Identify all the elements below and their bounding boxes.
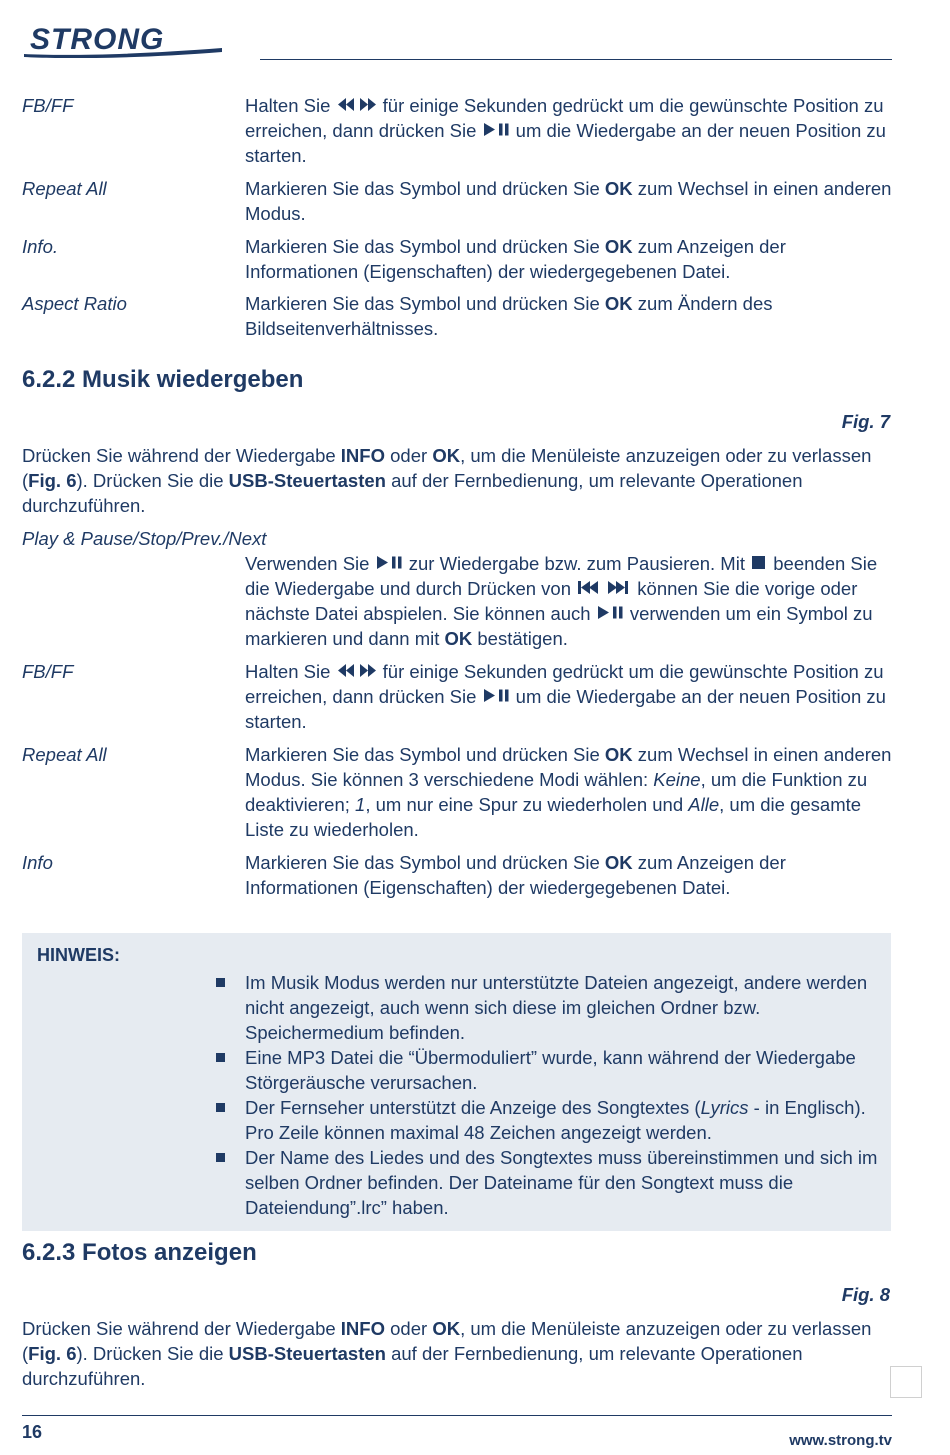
- note-list: [214, 970, 884, 1220]
- control-desc: [245, 93, 895, 168]
- figure-label: Fig. 7: [841, 411, 890, 432]
- text-run: Halten Sie: [245, 95, 336, 116]
- text-run: Der Fernseher unterstützt die Anzeige des Songtextes (: [245, 1097, 701, 1118]
- emphasis-text: OK: [604, 236, 633, 257]
- control-desc: [245, 291, 895, 341]
- emphasis-text: INFO: [340, 1318, 385, 1339]
- text-run: Halten Sie: [245, 661, 336, 682]
- text-run: Markieren Sie das Symbol und drücken Sie: [245, 236, 605, 257]
- section-heading-music: 6.2.2 Musik wiedergeben: [22, 366, 304, 393]
- note-title: HINWEIS:: [37, 945, 120, 965]
- emphasis-text: OK: [604, 744, 633, 765]
- emphasis-text: OK: [604, 852, 633, 873]
- control-desc: [245, 234, 895, 284]
- bullet-square-icon: [216, 1153, 225, 1162]
- italic-text: Alle: [688, 794, 720, 815]
- bullet-square-icon: [216, 978, 225, 987]
- bullet-square-icon: [216, 1103, 225, 1112]
- text-run: ). Drücken Sie die: [76, 1343, 229, 1364]
- text-run: Markieren Sie das Symbol und drücken Sie: [245, 178, 605, 199]
- photo-intro: [22, 1316, 892, 1391]
- control-desc: [245, 742, 895, 842]
- text-run: oder: [385, 445, 433, 466]
- emphasis-text: OK: [604, 293, 633, 314]
- text-run: Markieren Sie das Symbol und drücken Sie: [245, 852, 605, 873]
- text-run: für einige Sekunden gedrückt um die gewünschte Position zu erreichen, dann drücken Sie: [245, 661, 884, 707]
- emphasis-text: OK: [444, 628, 473, 649]
- emphasis-text: USB-Steuertasten: [228, 470, 386, 491]
- emphasis-text: OK: [432, 1318, 461, 1339]
- text-run: zum Anzeigen der Informationen (Eigenschaften) der wiedergegebenen Datei.: [245, 236, 786, 282]
- header-rule: [260, 59, 892, 60]
- text-run: um die Wiedergabe an der neuen Position zu starten.: [245, 686, 886, 732]
- text-run: , um die Menüleiste anzuzeigen oder zu verlassen (: [22, 445, 872, 491]
- note-item: [214, 970, 884, 1045]
- text-run: , um die Funktion zu deaktivieren;: [245, 769, 868, 815]
- text-run: auf der Fernbedienung, um relevante Operationen durchzuführen.: [22, 1343, 803, 1389]
- text-run: zum Wechsel in einen anderen Modus. Sie können 3 verschiedene Modi wählen:: [245, 744, 892, 790]
- emphasis-text: Fig. 6: [28, 470, 77, 491]
- text-run: Drücken Sie während der Wiedergabe: [22, 445, 341, 466]
- control-term: Repeat All: [22, 178, 107, 199]
- text-run: zum Anzeigen der Informationen (Eigenschaften) der wiedergegebenen Datei.: [245, 852, 786, 898]
- italic-text: 1: [355, 794, 366, 815]
- control-term: FB/FF: [22, 95, 74, 116]
- text-run: Der Name des Liedes und des Songtextes muss übereinstimmen und sich im selben Ordner befinden. Der Dateiname für den Songtext muss die Dateiendung”.lrc” haben.: [245, 1147, 878, 1218]
- website-link[interactable]: www.strong.tv: [789, 1432, 892, 1449]
- rewind-forward-icon: [337, 663, 377, 678]
- section-heading-photos: 6.2.3 Fotos anzeigen: [22, 1239, 257, 1266]
- control-desc: [245, 659, 895, 734]
- text-run: Im Musik Modus werden nur unterstützte Dateien angezeigt, andere werden nicht angezeigt, auch wenn sich diese im gleichen Ordner bzw. Speichermedium befinden.: [245, 972, 868, 1043]
- text-run: , um nur eine Spur zu wiederholen und: [365, 794, 689, 815]
- text-run: Markieren Sie das Symbol und drücken Sie: [245, 744, 605, 765]
- text-run: können Sie die vorige oder nächste Datei abspielen. Sie können auch: [245, 578, 858, 624]
- text-run: für einige Sekunden gedrückt um die gewünschte Position zu erreichen, dann drücken Sie: [245, 95, 884, 141]
- emphasis-text: OK: [432, 445, 461, 466]
- control-desc: [245, 551, 895, 651]
- svg-text:STRONG: STRONG: [30, 23, 165, 56]
- text-run: zum Ändern des Bildseitenverhältnisses.: [245, 293, 773, 339]
- emphasis-text: USB-Steuertasten: [228, 1343, 386, 1364]
- italic-text: Keine: [653, 769, 701, 790]
- note-item: [214, 1095, 884, 1145]
- text-run: , um die Menüleiste anzuzeigen oder zu verlassen (: [22, 1318, 872, 1364]
- control-term: Play & Pause/Stop/Prev./Next: [22, 528, 267, 549]
- note-item: [214, 1145, 884, 1220]
- footer-rule: [22, 1415, 892, 1416]
- page-number: 16: [22, 1422, 43, 1442]
- text-run: beenden Sie die Wiedergabe und durch Drücken von: [245, 553, 878, 599]
- text-run: Verwenden Sie: [245, 553, 375, 574]
- control-term: Info.: [22, 236, 58, 257]
- control-term: FB/FF: [22, 661, 74, 682]
- play-pause-icon: [597, 605, 624, 620]
- control-term: Info: [22, 852, 53, 873]
- control-desc: [245, 850, 895, 900]
- control-desc: [245, 176, 895, 226]
- emphasis-text: INFO: [340, 445, 385, 466]
- italic-text: Lyrics: [700, 1097, 749, 1118]
- text-run: verwenden um ein Symbol zu markieren und dann mit: [245, 603, 873, 649]
- rewind-forward-icon: [337, 97, 377, 112]
- control-term: Repeat All: [22, 744, 107, 765]
- text-run: , um die gesamte Liste zu wiederholen.: [245, 794, 862, 840]
- emphasis-text: OK: [604, 178, 633, 199]
- text-run: Drücken Sie während der Wiedergabe: [22, 1318, 341, 1339]
- text-run: auf der Fernbedienung, um relevante Operationen durchzuführen.: [22, 470, 803, 516]
- text-run: Markieren Sie das Symbol und drücken Sie: [245, 293, 605, 314]
- emphasis-text: Fig. 6: [28, 1343, 77, 1364]
- play-pause-icon: [483, 688, 510, 703]
- bullet-square-icon: [216, 1053, 225, 1062]
- text-run: ). Drücken Sie die: [76, 470, 229, 491]
- note-item: [214, 1045, 884, 1095]
- play-pause-icon: [376, 555, 403, 570]
- note-box: [22, 933, 891, 1231]
- strong-logo: [22, 22, 227, 58]
- prev-next-icon: [577, 580, 631, 595]
- text-run: Eine MP3 Datei die “Übermoduliert” wurde, kann während der Wiedergabe Störgeräusche verursachen.: [245, 1047, 856, 1093]
- music-intro: [22, 443, 892, 518]
- play-pause-icon: [483, 122, 510, 137]
- text-run: zum Wechsel in einen anderen Modus.: [245, 178, 892, 224]
- text-run: bestätigen.: [472, 628, 568, 649]
- text-run: zur Wiedergabe bzw. zum Pausieren. Mit: [403, 553, 751, 574]
- control-term: Aspect Ratio: [22, 293, 127, 314]
- text-run: oder: [385, 1318, 433, 1339]
- figure-label: Fig. 8: [841, 1284, 890, 1305]
- text-run: um die Wiedergabe an der neuen Position zu starten.: [245, 120, 886, 166]
- text-run: - in Englisch). Pro Zeile können maximal 48 Zeichen angezeigt werden.: [245, 1097, 866, 1143]
- page-corner-box: [890, 1366, 922, 1398]
- stop-icon: [751, 555, 767, 570]
